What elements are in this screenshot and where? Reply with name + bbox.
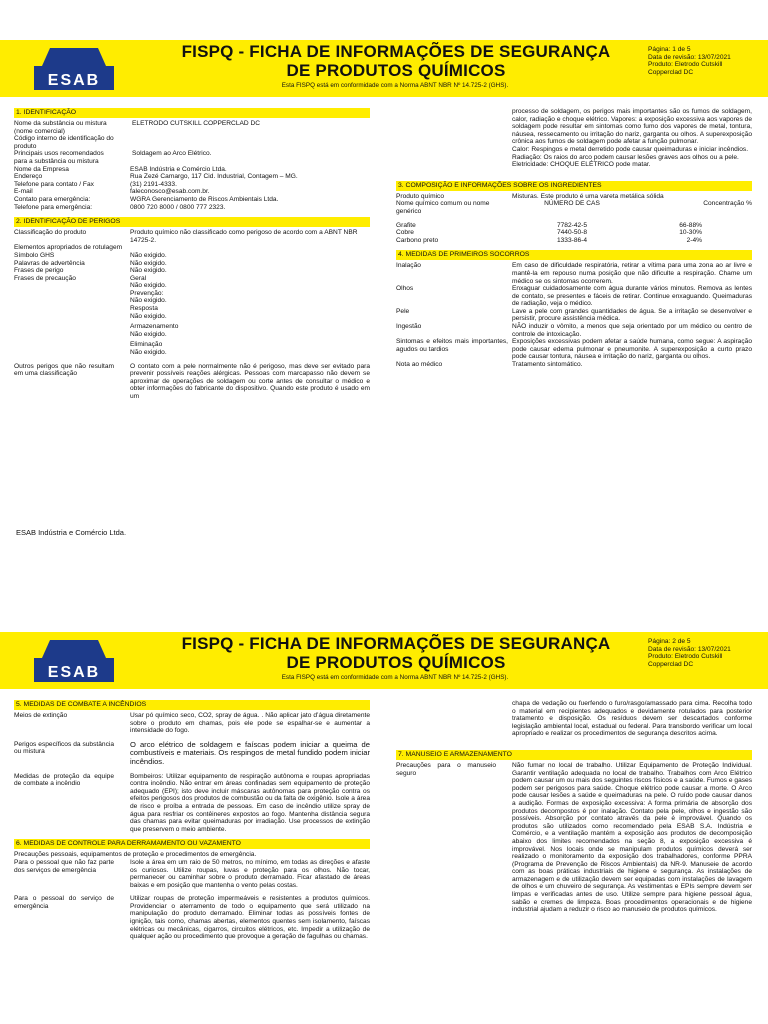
row-code: Código interno de identificação do produto [14, 135, 114, 150]
document-title: FISPQ - FICHA DE INFORMAÇÕES DE SEGURANÇA DE PRODUTOS QUÍMICOS [181, 42, 611, 80]
row-fire-team: Medidas de proteção da equipe de combate a incêndio Bombeiros: Utilizar equipamento de respiração autônoma e roupas apropriadas contra incêndio. Não entrar em áreas confinadas sem equipamento de proteção adequado (EPI); isto deve incluir máscaras autônomas para proteção contra os efeitos perigosos dos produtos de combustão ou da falta de oxigênio. Isole a área de risco e proíba a entrada de pessoas. Em caso de incêndio utilize spray de água para resfriar os contêineres expostos ao fogo. Mantenha distância segura das chamas para evitar queimaduras por irradiação. Use processos de extinção que preservem o meio ambiente. [14, 772, 370, 833]
section-1-rows [14, 120, 370, 211]
section-6-intro: Precauções pessoais, equipamentos de proteção e procedimentos de emergência. [14, 851, 257, 859]
row-emergency-phone: Telefone para emergência: 0800 720 8000 / 0800 777 2323. [14, 203, 226, 211]
row-symptoms: Sintomas e efeitos mais importantes, agudos ou tardios Exposições excessivas podem afetar a saúde humana, como segue: A aspiração pode causar edema pulmonar e pneumonite. A superexposição a curto prazo pode causar tontura, náusea e irritação do nariz, garganta ou olhos. [396, 338, 752, 361]
svg-text:ESAB: ESAB [47, 664, 101, 681]
spill-continuation: chapa de vedação ou fuerfendo o furo/rasgo/amassado para cima. Recolha todo o material em recipientes adequados e devidamente rotulados para posterior tratamento e disposição. Os resíduos devem ser descartados conforme legislação ambiental local, estadual ou federal. Para transbordo verificar um local apropriado e realizar os procedimentos de segurança descritos acima. [512, 700, 752, 738]
esab-logo [30, 48, 118, 92]
left-column [14, 700, 370, 941]
row-ghs-symbol: Símbolo GHS Não exigido. [14, 251, 167, 259]
row-eyes: Olhos Enxaguar cuidadosamente com água durante vários minutos. Remova as lentes de contato, se presentes e fáceis de retirar. Continue enxaguando. Queimaduras de radiação, veja o médico. [396, 285, 752, 308]
document-page-2 [0, 620, 768, 1024]
row-label-elements: Elementos apropriados de rotulagem [14, 244, 123, 252]
section-6-title: 6. MEDIDAS DE CONTROLE PARA DERRAMAMENTO OU VAZAMENTO [14, 839, 370, 849]
section-4-title: 4. MEDIDAS DE PRIMEIROS SOCORROS [396, 250, 752, 260]
row-classification: Classificação do produto Produto químico não classificado como perigoso de acordo com a ABNT NBR 14725-2. [14, 229, 358, 244]
row-safe-handling: Precauções para o manuseio seguro Não fumar no local de trabalho. Utilizar Equipamento de Proteção Individual. Garantir ventilação adequada no local de trabalho. Trabalhos com Arco Elétrico podem causar um ou mais dos seguintes riscos físicos e a saúde. Fumos e gases podem ser perigosos para saúde. Choque elétrico pode causar a morte. O Arco pode causar lesões a saúde e queimaduras na pele. O ruído pode causar danos a audição. Formas de exposição excessiva: A forma primária de absorção dos produtos decompostos é por inalação. Contato pela pele, olhos e ingestão são possíveis. Absorção por contato através da pele é improvável. Quando os produtos são utilizados como recomendado pela ESAB S.A. Indústria e Comércio, e a ventilação mantém a exposição aos produtos de decomposição abaixo dos limites recomendados na seção 8, a exposição excessiva é improvável. Nos locais onde se manipulam produtos químicos deverá ser realizado o monitoramento da exposição dos trabalhadores, conforme PPRA (Programa de Prevenção de Riscos Ambientais) da NR-9. Manuseie de acordo com as boas práticas industriais de higiene e segurança. As instalações de armazenagem e de utilização devem ser equipadas com instalações de lavagem de olhos e um chuveiro de segurança. As vestimentas e EPIs sempre devem ser limpas e verificadas antes de uso. Utilize sempre para higiene pessoal água, sabão e cremes de limpeza. Boas procedimentos operacionais e de higiene industrial ajudam a reduzir o risco ao manuseio de produtos químicos. [396, 761, 752, 914]
row-other-hazards: Outros perigos que não resultam em uma classificação O contato com a pele normalmente não é perigoso, mas deve ser evitado para prevenir possíveis reações alérgicas. Pessoas com marcapasso não devem se aproximar de operações de soldagem ou corte antes de consultar o médico e obter informações do fabricante do dispositivo. Quando este produto é usado em um [14, 362, 370, 400]
document-subtitle: Esta FISPQ está em conformidade com a Norma ABNT NBR Nº 14.725-2 (GHS). [281, 82, 509, 89]
row-specific-hazards: Perigos específicos da substância ou mistura O arco elétrico de soldagem e faíscas podem iniciar a queima de combustíveis e materiais. Os respingos de metal fundido podem iniciar incêndios. [14, 739, 370, 766]
section-1-title: 1. IDENTIFICAÇÃO [14, 108, 370, 118]
row-warning: Palavras de advertência Não exigido. [14, 259, 167, 267]
row-ingestion: Ingestão NÃO induzir o vômito, a menos que seja orientado por um médico ou centro de controle de intoxicação. [396, 323, 752, 338]
row-non-emergency: Para o pessoal que não faz parte dos serviços de emergência Isole a área em um raio de 50 metros, no mínimo, em todas as direções e afaste os curiosos. Utilize roupas, luvas e proteção para os olhos. Não tocar, permanecer ou caminhar sobre o produto derramado. Ficar afastado de áreas baixas e em posição que mantenha o vento pelas costas. [14, 858, 370, 889]
esab-logo [30, 640, 118, 684]
svg-text:ESAB: ESAB [47, 72, 101, 89]
row-doctor-note: Nota ao médico Tratamento sintomático. [396, 361, 583, 369]
composition-row: Carbono preto 1333-86-4 2-4% [396, 236, 702, 244]
row-company: Nome da Empresa ESAB Indústria e Comércio Ltda. [14, 165, 227, 173]
section-5-title: 5. MEDIDAS DE COMBATE A INCÊNDIOS [14, 700, 370, 710]
row-emergency-staff: Para o pessoal do serviço de emergência Utilizar roupas de proteção impermeáveis e resistentes a produtos químicos. Providenciar o aterramento de todo o equipamento que será utilizado na manipulação do produto derramado. Eliminar todas as possíveis fontes de ignição, tais como, chamas abertas, elementos quentes sem isolamento, faíscas elétricas ou mecânicas, cigarros, circuitos elétricos, etc. Impedir a utilização de qualquer ação ou procedimento que provoque a geração de fagulhas ou chamas. [14, 895, 370, 941]
row-emergency-contact: Contato para emergência: WGRA Gerenciamento de Riscos Ambientais Ltda. [14, 195, 279, 203]
row-email: E-mail faleconosco@esab.com.br. [14, 188, 210, 196]
composition-header: Nome químico comum ou nome genérico NÚMERO DE CAS Concentração % [396, 200, 752, 215]
section-7-title: 7. MANUSEIO E ARMAZENAMENTO [396, 750, 752, 760]
composition-row: Grafite 7782-42-5 66-88% [396, 221, 702, 229]
document-title: FISPQ - FICHA DE INFORMAÇÕES DE SEGURANÇA DE PRODUTOS QUÍMICOS [181, 634, 611, 672]
header-band [0, 632, 768, 689]
row-inhalation: Inalação Em caso de dificuldade respiratória, retirar a vítima para uma zona ao ar livre e mantê-la em repouso numa posição que não dificulte a respiração. Chame um médico se os sintomas ocorrerem. [396, 262, 752, 285]
document-subtitle: Esta FISPQ está em conformidade com a Norma ABNT NBR Nº 14.725-2 (GHS). [281, 674, 509, 681]
header-band [0, 40, 768, 97]
document-meta: Página: 2 de 5 Data de revisão: 13/07/2021 Produto: Eletrodo Cutskill Copperclad DC [648, 638, 731, 668]
row-hazard-phrases: Frases de perigo Não exigido. [14, 267, 167, 275]
composition-row: Cobre 7440-50-8 10-30% [396, 229, 702, 237]
section-2-title: 2. IDENTIFICAÇÃO DE PERIGOS [14, 217, 370, 227]
composition-table [396, 200, 752, 244]
row-skin: Pele Lave a pele com grandes quantidades de água. Se a irritação se desenvolver e persistir, procure assistência médica. [396, 307, 752, 323]
row-phone: Telefone para contato / Fax (31) 2191-4333. [14, 180, 177, 188]
row-address: Endereço Rua Zezé Camargo, 117 Cid. Industrial, Contagem – MG. [14, 173, 298, 181]
right-column [396, 700, 752, 914]
row-extinguishing: Meios de extinção Usar pó químico seco, CO2, spray de água. . Não aplicar jato d’água diretamente sobre o produto em chamas, pois ele pode se espalhar-se e aumentar a intensidade do fogo. [14, 712, 370, 735]
left-column [14, 108, 370, 401]
row-precaution: Frases de precaução Geral Não exigido. Prevenção: Não exigido. Resposta Não exigido. Armazenamento Não exigido. Eliminação Não exigido. [14, 274, 179, 357]
document-page-1 [0, 0, 768, 480]
row-uses: Principais usos recomendados para a substância ou mistura Soldagem ao Arco Elétrico. [14, 150, 212, 165]
document-meta: Página: 1 de 5 Data de revisão: 13/07/2021 Produto: Eletrodo Cutskill Copperclad DC [648, 46, 731, 76]
section-3-title: 3. COMPOSIÇÃO E INFORMAÇÕES SOBRE OS INGREDIENTES [396, 181, 752, 191]
page-footer: ESAB Indústria e Comércio Ltda. [16, 528, 127, 537]
right-column [396, 108, 752, 369]
row-name: Nome da substância ou mistura (nome comercial) ELETRODO CUTSKILL COPPERCLAD DC [14, 120, 260, 135]
row-chemical-product: Produto químico Misturas. Este produto é uma vareta metálica sólida [396, 192, 664, 200]
hazard-continuation: processo de soldagem, os perigos mais importantes são os fumos de soldagem, calor, radiação e choque elétrico. Vapores: a exposição excessiva aos vapores de soldagem pode resultar em sintomas como fumo dos vapores de metal, tontura, náusea, ressecamento ou irritação do nariz, garganta ou olhos. A superexposição crônica aos fumos de soldagem pode afetar a função pulmonar. Calor: Respingos e metal derretido pode causar queimaduras e iniciar incêndios. Radiação: Os raios do arco podem causar lesões graves aos olhos ou a pele. Eletricidade: CHOQUE ELÉTRICO pode matar. [512, 108, 752, 169]
